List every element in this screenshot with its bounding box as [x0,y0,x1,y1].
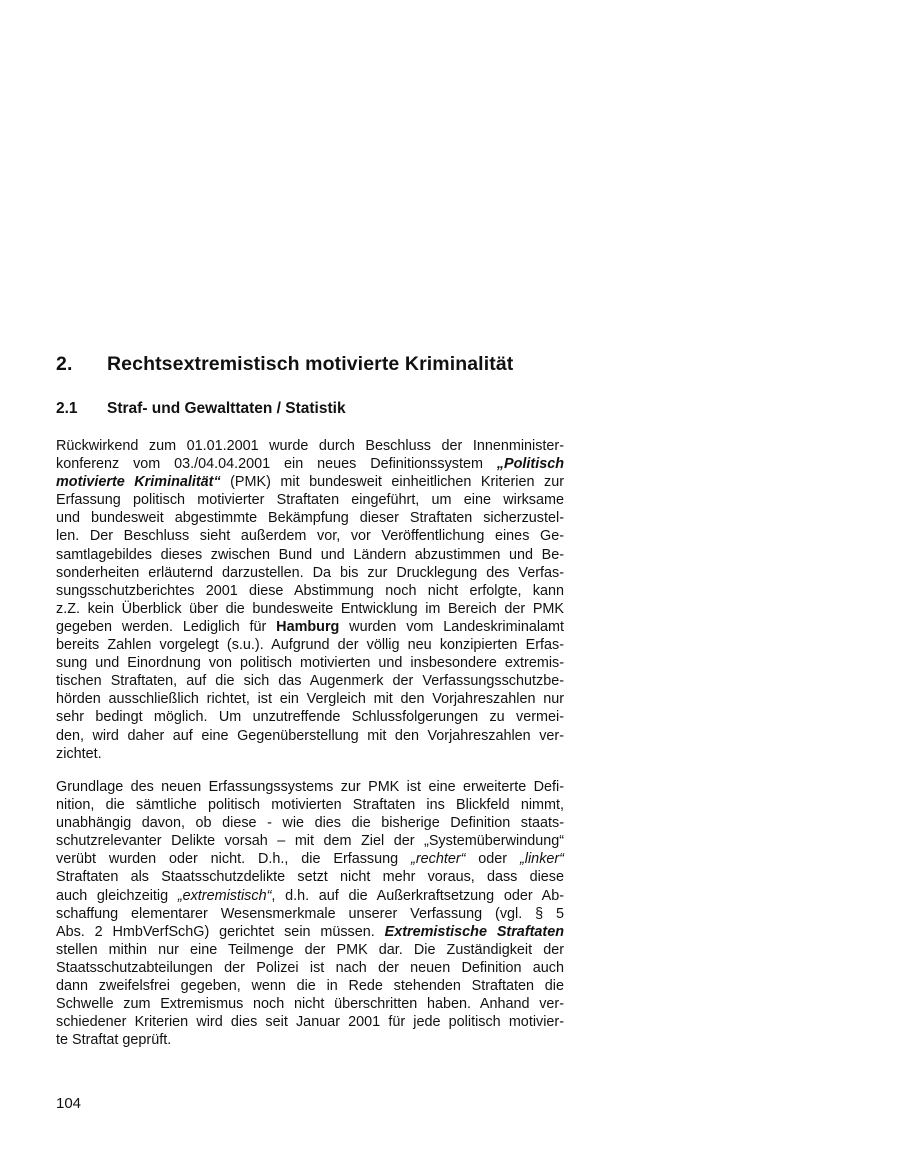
text-line: Schwelle zum Extremismus noch nicht überschritten haben. Anhand ver- [56,996,564,1013]
text-line: Staatsschutzabteilungen der Polizei ist nach der neuen Definition auch [56,959,564,976]
text-line: sehr bedingt möglich. Um unzutreffende Schlussfolgerungen zu vermei- [56,709,564,726]
text-line: hörden ausschließlich richtet, ist ein Vergleich mit den Vorjahreszahlen nur [56,691,564,708]
text-line: z.Z. kein Überblick über die bundesweite Entwicklung im Bereich der PMK [56,600,564,617]
text-line: samtlagebildes dieses zwischen Bund und Ländern abzustimmen und Be- [56,546,564,563]
text-line: auch gleichzeitig „extremistisch“, d.h. auf die Außerkraftsetzung oder Ab- [56,887,564,904]
subsection-number: 2.1 [56,400,78,417]
text-line: bereits Zahlen vorgelegt (s.u.). Aufgrund der völlig neu konzipierten Erfas- [56,637,564,654]
text-line: sungsschutzberichtes 2001 diese Abstimmung noch nicht erfolgte, kann [56,582,564,599]
text-line: motivierte Kriminalität“ (PMK) mit bundesweit einheitlichen Kriterien zur [56,474,564,491]
text-line: schiedener Kriterien wird dies seit Januar 2001 für jede politisch motivier- [56,1014,564,1031]
text-line: te Straftat geprüft. [56,1032,172,1049]
text-line: Grundlage des neuen Erfassungssystems zur PMK ist eine erweiterte Defi- [56,779,564,795]
text-line: schutzrelevanter Delikte vorsah – mit dem Ziel der „Systemüberwindung“ [56,833,564,850]
body-paragraph-1 [56,437,564,763]
section-title: Rechtsextremistisch motivierte Kriminalität [107,353,514,375]
text-line: gegeben werden. Lediglich für Hamburg wurden vom Landeskriminalamt [56,618,565,635]
text-line: tischen Straftaten, auf die sich das Augenmerk der Verfassungsschutzbe- [56,673,564,690]
text-line: sung und Einordnung von politisch motivierten und insbesondere extremis- [56,655,564,672]
text-line: len. Der Beschluss sieht außerdem vor, vor Veröffentlichung eines Ge- [56,528,564,545]
text-line: zichtet. [56,745,102,762]
text-line: und bundesweit abgestimmte Bekämpfung dieser Straftaten sicherzustel- [56,510,564,527]
text-line: Abs. 2 HmbVerfSchG) gerichtet sein müssen. Extremistische Straftaten [56,923,564,940]
text-line: nition, die sämtliche politisch motivierten Straftaten ins Blickfeld nimmt, [56,797,564,814]
text-line: stellen mithin nur eine Teilmenge der PMK dar. Die Zuständigkeit der [56,941,564,958]
text-line: den, wird daher auf eine Gegenüberstellung mit den Vorjahreszahlen ver- [56,727,564,744]
text-line: verübt wurden oder nicht. D.h., die Erfassung „rechter“ oder „linker“ [56,851,564,868]
section-heading [56,353,513,376]
page-number: 104 [56,1095,82,1112]
text-line: Rückwirkend zum 01.01.2001 wurde durch Beschluss der Innenminister- [56,438,564,454]
text-line: schaffung elementarer Wesensmerkmale unserer Verfassung (vgl. § 5 [56,905,564,922]
text-line: Erfassung politisch motivierter Straftaten eingeführt, um eine wirksame [56,492,564,509]
text-line: Straftaten als Staatsschutzdelikte setzt nicht mehr voraus, dass diese [56,869,564,886]
text-line: unabhängig davon, ob diese - wie dies die bisherige Definition staats- [56,815,564,832]
text-line: dann zweifelsfrei gegeben, wenn die in Rede stehenden Straftaten die [56,978,564,995]
text-line: sonderheiten erläuternd darzustellen. Da bis zur Drucklegung des Verfas- [56,564,564,581]
subsection-title: Straf- und Gewalttaten / Statistik [107,400,346,417]
text-line: konferenz vom 03./04.04.2001 ein neues Definitionssystem „Politisch [56,456,564,473]
subsection-heading [56,400,346,418]
body-paragraph-2 [56,778,564,1049]
section-number: 2. [56,353,73,375]
